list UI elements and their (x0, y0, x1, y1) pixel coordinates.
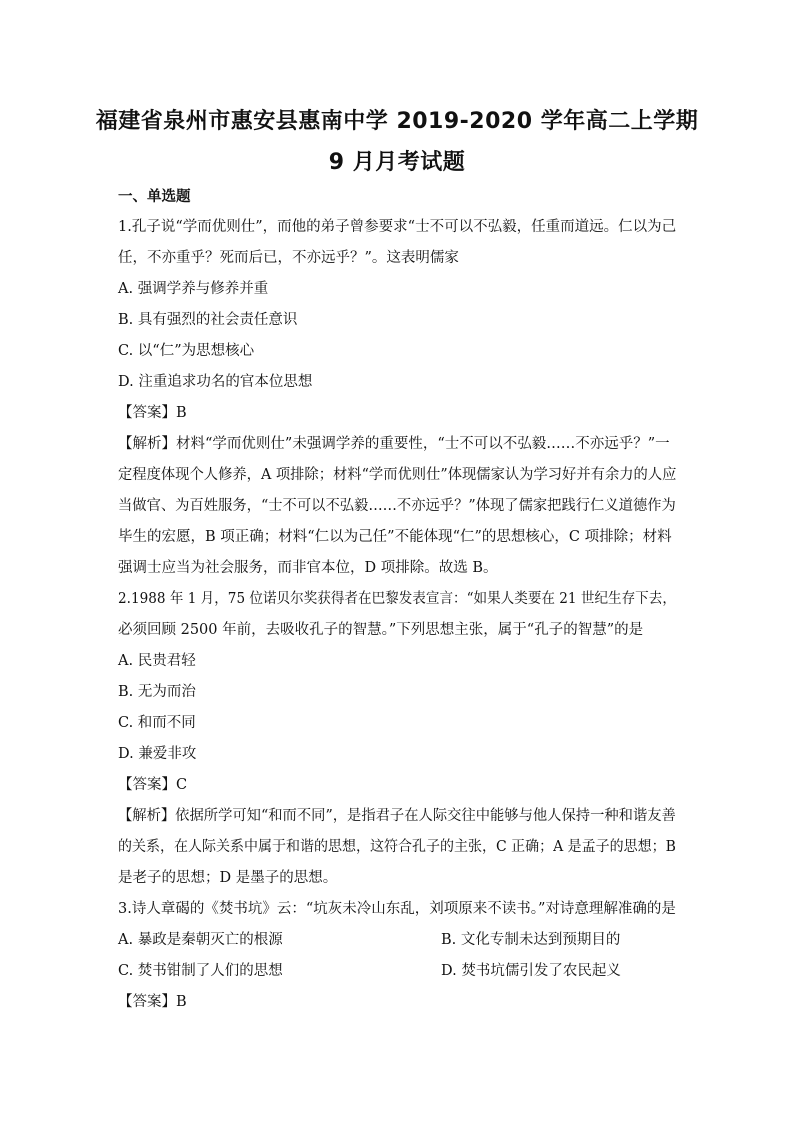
q1-analysis-line-4: 毕生的宏愿，B 项正确；材料“仁以为己任”不能体现“仁”的思想核心，C 项排除；材料 (118, 529, 672, 545)
section-heading: 一、单选题 (118, 189, 191, 205)
q1-stem-line-1: 1.孔子说“学而优则仕”，而他的弟子曾参要求“士不可以不弘毅，任重而道远。仁以为己 (118, 219, 677, 235)
q2-option-c: C. 和而不同 (118, 715, 196, 731)
q2-option-d: D. 兼爱非攻 (118, 746, 197, 762)
q2-stem-line-2: 必须回顾 2500 年前，去吸收孔子的智慧。”下列思想主张，属于“孔子的智慧”的是 (118, 622, 644, 638)
q1-option-a: A. 强调学养与修养并重 (118, 281, 269, 297)
q3-stem-line-1: 3.诗人章碣的《焚书坑》云：“坑灰未冷山东乱，刘项原来不读书。”对诗意理解准确的是 (118, 901, 676, 917)
q1-analysis-line-1: 【解析】材料“学而优则仕”未强调学养的重要性，“士不可以不弘毅……不亦远乎？”一 (118, 436, 670, 452)
q3-option-b: B. 文化专制未达到预期目的 (441, 932, 621, 948)
q3-answer: 【答案】B (118, 994, 187, 1010)
q1-option-b: B. 具有强烈的社会责任意识 (118, 312, 298, 328)
q1-analysis-line-2: 定程度体现个人修养，A 项排除；材料“学而优则仕”体现儒家认为学习好并有余力的人应 (118, 467, 677, 483)
q1-stem-line-2: 任，不亦重乎？死而后已，不亦远乎？”。这表明儒家 (118, 250, 459, 266)
q3-option-d: D. 焚书坑儒引发了农民起义 (441, 963, 621, 979)
q3-option-a: A. 暴政是秦朝灭亡的根源 (118, 932, 283, 948)
q2-option-b: B. 无为而治 (118, 684, 196, 700)
q1-option-c: C. 以“仁”为思想核心 (118, 343, 255, 359)
q1-analysis-line-3: 当做官、为百姓服务，“士不可以不弘毅……不亦远乎？”体现了儒家把践行仁义道德作为 (118, 498, 676, 514)
q1-answer: 【答案】B (118, 405, 187, 421)
q2-option-a: A. 民贵君轻 (118, 653, 196, 669)
q1-analysis-line-5: 强调士应当为社会服务，而非官本位，D 项排除。故选 B。 (118, 560, 498, 576)
q3-option-c: C. 焚书钳制了人们的思想 (118, 963, 283, 979)
title-line-2: 9 月月考试题 (328, 150, 466, 175)
title-line-1: 福建省泉州市惠安县惠南中学 2019-2020 学年高二上学期 (95, 109, 699, 134)
q2-answer: 【答案】C (118, 777, 188, 793)
q2-analysis-line-2: 的关系，在人际关系中属于和谐的思想，这符合孔子的主张，C 正确；A 是孟子的思想；B (118, 839, 676, 855)
q2-stem-line-1: 2.1988 年 1 月，75 位诺贝尔奖获得者在巴黎发表宣言：“如果人类要在 21 世纪生存下去， (118, 591, 676, 607)
q2-analysis-line-3: 是老子的思想；D 是墨子的思想。 (118, 870, 338, 886)
q1-option-d: D. 注重追求功名的官本位思想 (118, 374, 313, 390)
q2-analysis-line-1: 【解析】依据所学可知“和而不同”，是指君子在人际交往中能够与他人保持一种和谐友善 (118, 808, 676, 824)
